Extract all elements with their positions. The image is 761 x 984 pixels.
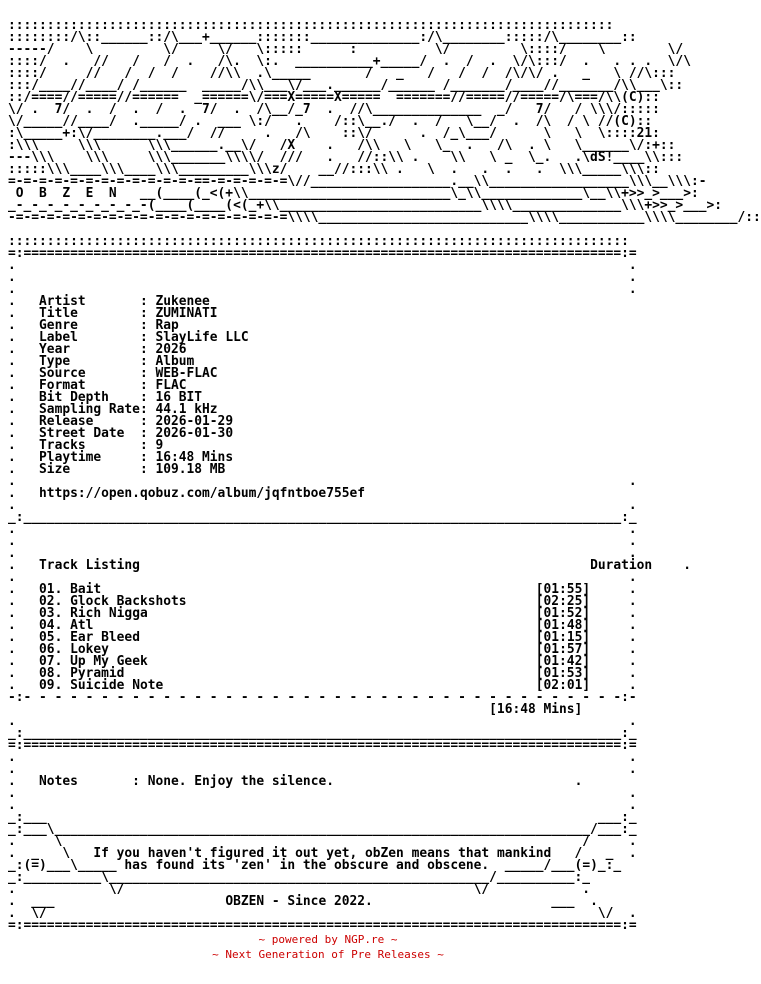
release-field-label: Release: [39, 414, 94, 429]
release-field-value: ZUMINATI: [155, 306, 218, 321]
release-field-value: SlayLife LLC: [155, 330, 249, 345]
release-field-separator: :: [77, 306, 156, 321]
release-field-value: 16 BIT: [155, 390, 203, 405]
signature-frame: . \/ \/ .: [8, 906, 637, 921]
release-field-label: Bit Depth: [39, 390, 109, 405]
release-field-label: Size: [39, 462, 71, 477]
info-box-side: . .: [8, 762, 637, 777]
banner-line-19: ::::::::::::::::::::::::::::::::::::::::::::::::::::::::::::::::::::::::::::::::: [8, 234, 629, 249]
banner-line-12: ---\\\ \\\ \\\_______\\\\/ /// . //::\\ . \\ \ _ \_. .\dS!____\\:::: [8, 150, 684, 165]
release-field-value: Zukenee: [155, 294, 210, 309]
track-duration: [01:52]: [535, 606, 591, 621]
track-row: . 04. Atl [01:48] .: [8, 618, 637, 633]
release-field-value: 2026-01-29: [155, 414, 234, 429]
total-playtime: [16:48 Mins]: [489, 702, 583, 717]
release-field-label: Type: [39, 354, 71, 369]
tracklist-divider-top: _:_____________________________________________________________________________:_: [8, 510, 637, 525]
tracklist-divider-bottom: -:- - - - - - - - - - - - - - - - - - - - - - - - - - - - - - - - - - - - - - -:-: [8, 690, 637, 705]
release-field-label: Street Date: [39, 426, 125, 441]
banner-line-5: ::::/ // / / / //\\ .\_____ / _ / / / /\/\/ . _ \ //\:::: [8, 66, 676, 81]
release-field-value: 44.1 kHz: [155, 402, 218, 417]
info-box-side: . .: [8, 798, 637, 813]
release-field-value: 16:48 Mins: [155, 450, 234, 465]
banner-line-7: ::/====//=====//====== _======\/===X=====X===== =======//=====//=====/\===/\\(C)::: [8, 90, 660, 105]
release-field-separator: :: [85, 294, 156, 309]
release-field-row: . Title : ZUMINATI: [8, 306, 218, 321]
release-field-separator: :: [108, 390, 156, 405]
release-field-row: . Playtime : 16:48 Mins: [8, 450, 234, 465]
track-title: Suicide Note: [70, 678, 164, 693]
banner-line-17: -=-=-=-=-=-=-=-=-=-=-=-=-=-=-=-=-=-=\\\\___________________________\\\\___________\\\\________/::: [8, 210, 761, 225]
track-title: Up My Geek: [70, 654, 148, 669]
track-row: . 09. Suicide Note [02:01] .: [8, 678, 637, 693]
info-box-side: . .: [8, 714, 637, 729]
release-field-label: Format: [39, 378, 86, 393]
notes-label: Notes: [39, 774, 78, 789]
banner-line-2: ::::::::/\::______::/\___+______:::::::______________:/\________:::::/\________::: [8, 30, 637, 45]
release-field-separator: :: [70, 354, 156, 369]
release-field-row: . Format : FLAC: [8, 378, 187, 393]
release-field-row: . Genre : Rap: [8, 318, 179, 333]
track-title: Lokey: [70, 642, 109, 657]
track-row: . 08. Pyramid [01:53] .: [8, 666, 637, 681]
release-field-row: . Street Date : 2026-01-30: [8, 426, 234, 441]
release-field-separator: :: [85, 366, 156, 381]
release-field-label: Artist: [39, 294, 86, 309]
motto-frame-2: _:___\_____________________________________________________________________/___:_: [8, 822, 637, 837]
release-field-row: . Year : 2026: [8, 342, 187, 357]
banner-line-11: :\\\ \\\ \\\______.__\/ /X . /\\ \ \_ . /\ . \ \______\/:+::: [8, 138, 676, 153]
info-box-side: . .: [8, 258, 637, 273]
signature-line: . ___ OBZEN - Since 2022. ___ .: [8, 894, 598, 909]
release-field-row: . Source : WEB-FLAC: [8, 366, 218, 381]
tagline-link[interactable]: ~ Next Generation of Pre Releases ~: [212, 948, 444, 961]
album-url-link[interactable]: https://open.qobuz.com/album/jqfntboe755ef: [39, 486, 366, 501]
track-duration: [01:15]: [535, 630, 591, 645]
track-listing-header: Track Listing: [39, 558, 140, 573]
track-title: Ear Bleed: [70, 630, 140, 645]
info-box-side: . .: [8, 546, 637, 561]
release-field-separator: :: [124, 426, 156, 441]
notes-divider-top-2: =:=============================================================================:=: [8, 738, 637, 753]
info-box-side: . .: [8, 534, 637, 549]
release-field-separator: :: [85, 438, 156, 453]
release-field-value: FLAC: [155, 378, 187, 393]
track-duration: [01:57]: [535, 642, 591, 657]
track-number: 04.: [39, 618, 63, 633]
notes-value: None. Enjoy the silence.: [147, 774, 334, 789]
banner-line-4: ::::/ . // / / . /\. \:. __________+_____/ . / . \/\:::/ . . . . \/\: [8, 54, 691, 69]
release-field-label: Sampling Rate: [39, 402, 140, 417]
release-field-row: . Bit Depth : 16 BIT: [8, 390, 203, 405]
track-row: . 02. Glock Backshots [02:25] .: [8, 594, 637, 609]
info-box-side: . .: [8, 498, 637, 513]
track-title: Atl: [70, 618, 94, 633]
album-url-line: . https://open.qobuz.com/album/jqfntboe755ef: [8, 486, 366, 501]
release-field-separator: :: [85, 378, 156, 393]
banner-line-1: ::::::::::::::::::::::::::::::::::::::::::::::::::::::::::::::::::::::::::::::: [8, 18, 614, 33]
closing-divider: =:=============================================================================:=: [8, 918, 637, 933]
release-field-value: WEB-FLAC: [155, 366, 218, 381]
release-field-value: Rap: [155, 318, 179, 333]
motto-line-2-row: _:(=)___\_____ has found its 'zen' in the obscure and obscene. _____/___(=)_:_: [8, 858, 622, 873]
banner-logo-line: O B Z E N __(____(_<(+\\__________________________\_\\_____________\__\\+>>_>___>:: [8, 186, 699, 201]
track-number: 05.: [39, 630, 63, 645]
release-field-value: Album: [155, 354, 195, 369]
release-field-separator: :: [77, 318, 156, 333]
info-box-side: . .: [8, 474, 637, 489]
release-field-value: 2026-01-30: [155, 426, 234, 441]
info-box-side: . .: [8, 786, 637, 801]
motto-frame-7: . \/ \/ .: [8, 882, 591, 897]
track-row: . 06. Lokey [01:57] .: [8, 642, 637, 657]
release-field-label: Playtime: [39, 450, 102, 465]
track-duration: [01:48]: [535, 618, 591, 633]
track-title: Pyramid: [70, 666, 125, 681]
track-number: 07.: [39, 654, 63, 669]
track-number: 03.: [39, 606, 63, 621]
release-field-separator: :: [70, 342, 156, 357]
info-box-side: . .: [8, 282, 637, 297]
track-row: . 07. Up My Geek [01:42] .: [8, 654, 637, 669]
banner-line-3: -----/ \ \/ \/ \::::: : \/ \::::/ \ \/: [8, 42, 684, 57]
track-row: . 03. Rich Nigga [01:52] .: [8, 606, 637, 621]
motto-frame-top: _:___ ___:_: [8, 810, 637, 825]
track-duration: [01:55]: [535, 582, 591, 597]
banner-line-16: _-_-_-_-_-_-_-_-_-(____(____(<(_+\\__________________________\\\\______________\\\+>>_>___>:: [8, 198, 722, 213]
banner-line-9: \/_____//____/ ._____/ . ___ \:/ . /::\__./ . / \__/ . /\ / \ //(C)::: [8, 114, 653, 129]
release-field-row: . Type : Album: [8, 354, 195, 369]
notes-divider-top: _:_____________________________________________________________________________:_: [8, 726, 637, 741]
track-duration: [01:42]: [535, 654, 591, 669]
track-number: 01.: [39, 582, 63, 597]
release-field-separator: :: [77, 330, 156, 345]
motto-line-1-row: . _ \ If you haven't figured it out yet, obZen means that mankind / _ .: [8, 846, 637, 861]
powered-by-link[interactable]: ~ powered by NGP.re ~: [258, 933, 398, 946]
track-duration: [02:01]: [535, 678, 591, 693]
track-number: 02.: [39, 594, 63, 609]
release-field-row: . Label : SlayLife LLC: [8, 330, 249, 345]
nfo-document: [8, 20, 761, 932]
banner-line-14: =-=-=-=-=-=-=-=-=-=-=-=-==-=-=-=-=-=\//__________________.__\\__________________\\\__\\\:-: [8, 174, 707, 189]
banner-line-8: \/ . 7/ . / . / . 7/ . /\__/_7 . //\______________ _/ 7/ / \\\/:::::: [8, 102, 660, 117]
motto-line-2: has found its 'zen' in the obscure and obscene.: [124, 858, 490, 873]
release-field-value: 2026: [155, 342, 187, 357]
notes-line: . Notes : None. Enjoy the silence. .: [8, 774, 583, 789]
release-field-separator: :: [93, 414, 156, 429]
release-field-row: . Sampling Rate: 44.1 kHz: [8, 402, 218, 417]
release-field-label: Label: [39, 330, 78, 345]
release-field-label: Source: [39, 366, 86, 381]
info-box-side: . .: [8, 270, 637, 285]
info-box-side: . .: [8, 750, 637, 765]
track-duration: [01:53]: [535, 666, 591, 681]
release-field-separator: :: [70, 462, 156, 477]
banner-line-13: :::::\\\____\\\____\\\_________\\\z/ __//:::\\ . \ . . . . \\\_____\\\::: [8, 162, 660, 177]
motto-line-1: If you haven't figured it out yet, obZen means that mankind: [93, 846, 552, 861]
duration-header: Duration: [590, 558, 653, 573]
release-field-row: . Size : 109.18 MB: [8, 462, 226, 477]
motto-frame-3: . \ / .: [8, 834, 637, 849]
track-title: Glock Backshots: [70, 594, 187, 609]
info-divider-top: =:=============================================================================:=: [8, 246, 637, 261]
release-field-label: Year: [39, 342, 71, 357]
track-number: 08.: [39, 666, 63, 681]
track-number: 09.: [39, 678, 63, 693]
release-field-row: . Artist : Zukenee: [8, 294, 210, 309]
release-field-label: Genre: [39, 318, 78, 333]
release-field-label: Title: [39, 306, 78, 321]
release-field-label: Tracks: [39, 438, 86, 453]
release-field-value: 9: [155, 438, 164, 453]
info-box-side: . .: [8, 570, 637, 585]
release-field-row: . Tracks : 9: [8, 438, 164, 453]
release-field-value: 109.18 MB: [155, 462, 226, 477]
release-field-separator: :: [139, 402, 156, 417]
info-box-side: . .: [8, 522, 637, 537]
signature: OBZEN - Since 2022.: [225, 894, 373, 909]
release-field-separator: :: [101, 450, 156, 465]
track-title: Bait: [70, 582, 102, 597]
track-duration: [02:25]: [535, 594, 591, 609]
release-field-row: . Release : 2026-01-29: [8, 414, 234, 429]
banner-line-6: :::/____//____/ /______ _____/\\___\/___.______/______ /_______/____//_______/\\___\::: [8, 78, 684, 93]
page-footer: [0, 932, 656, 962]
track-row: . 01. Bait [01:55] .: [8, 582, 637, 597]
track-title: Rich Nigga: [70, 606, 148, 621]
tracklist-header-line: . Track Listing Duration .: [8, 558, 691, 573]
track-row: . 05. Ear Bleed [01:15] .: [8, 630, 637, 645]
motto-frame-6: _:__________\_________________________________________________/__________:_: [8, 870, 591, 885]
track-number: 06.: [39, 642, 63, 657]
banner-line-10: :\_____+:\/________.___/ // . /\ ::\/ . /_\___/ \ \ \::::21:: [8, 126, 660, 141]
